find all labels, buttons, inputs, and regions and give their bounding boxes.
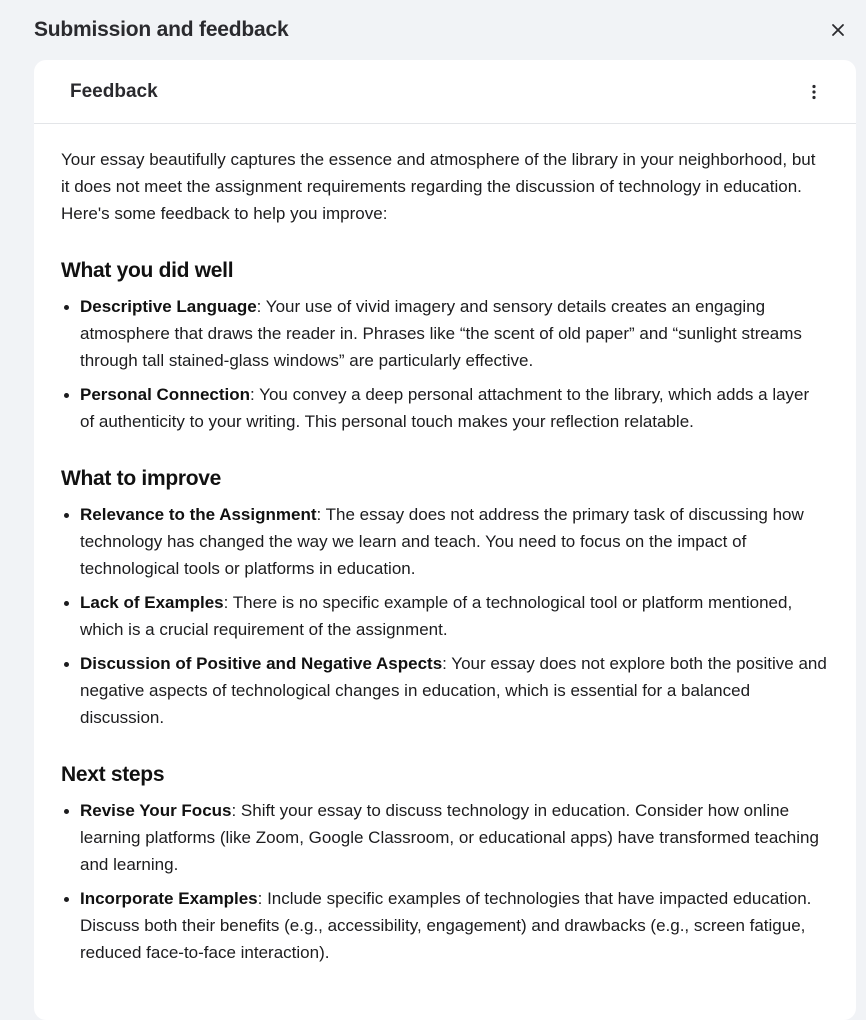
item-term: Personal Connection: [80, 385, 251, 404]
item-text: : Your use of vivid imagery and sensory details creates an engaging atmosphere that draws the reader in. Phrases like “the scent of old paper” and “sunlight streams through tall stained-glass windows” are particularly effective.: [80, 297, 802, 370]
list-item: [61, 885, 828, 966]
list-item: [61, 650, 828, 731]
more-vertical-icon: [812, 84, 816, 100]
item-text: : The essay does not address the primary task of discussing how technology has changed the way we learn and teach. You need to focus on the impact of technological tools or platforms in education.: [80, 505, 804, 578]
item-term: Descriptive Language: [80, 297, 257, 316]
feedback-intro: Your essay beautifully captures the essence and atmosphere of the library in your neighborhood, but it does not meet the assignment requirements regarding the discussion of technology in education. Here's some feedback to help you improve:: [61, 150, 816, 223]
panel-header: [34, 14, 852, 46]
next-steps-list: [61, 797, 828, 966]
item-term: Discussion of Positive and Negative Aspects: [80, 654, 443, 673]
did-well-list: [61, 293, 828, 435]
list-item: [61, 293, 828, 374]
item-text: : There is no specific example of a technological tool or platform mentioned, which is a crucial requirement of the assignment.: [80, 593, 793, 639]
more-options-button[interactable]: [802, 80, 826, 104]
feedback-card: [34, 60, 856, 1020]
item-text: : Include specific examples of technologies that have impacted education. Discuss both their benefits (e.g., accessibility, engagement) and drawbacks (e.g., screen fatigue, reduced face-to-face interaction).: [80, 889, 812, 962]
card-title: Feedback: [70, 80, 158, 102]
item-term: Lack of Examples: [80, 593, 224, 612]
item-term: Relevance to the Assignment: [80, 505, 317, 524]
feedback-body: [34, 124, 856, 966]
list-item: [61, 381, 828, 435]
section-heading-did-well: What you did well: [61, 259, 234, 282]
item-text: : Shift your essay to discuss technology in education. Consider how online learning platforms (like Zoom, Google Classroom, or educational apps) have transformed teaching and learning.: [80, 801, 819, 874]
item-term: Incorporate Examples: [80, 889, 258, 908]
panel-title: Submission and feedback: [34, 18, 289, 41]
list-item: [61, 501, 828, 582]
improve-list: [61, 501, 828, 731]
list-item: [61, 797, 828, 878]
section-heading-next-steps: Next steps: [61, 763, 165, 786]
list-item: [61, 589, 828, 643]
item-term: Revise Your Focus: [80, 801, 232, 820]
item-text: : You convey a deep personal attachment to the library, which adds a layer of authenticity to your writing. This personal touch makes your reflection relatable.: [80, 385, 810, 431]
close-button[interactable]: [824, 16, 852, 44]
item-text: : Your essay does not explore both the positive and negative aspects of technological changes in education, which is essential for a balanced discussion.: [80, 654, 827, 727]
card-header: [34, 60, 856, 124]
close-icon: [831, 23, 845, 37]
section-heading-improve: What to improve: [61, 467, 222, 490]
